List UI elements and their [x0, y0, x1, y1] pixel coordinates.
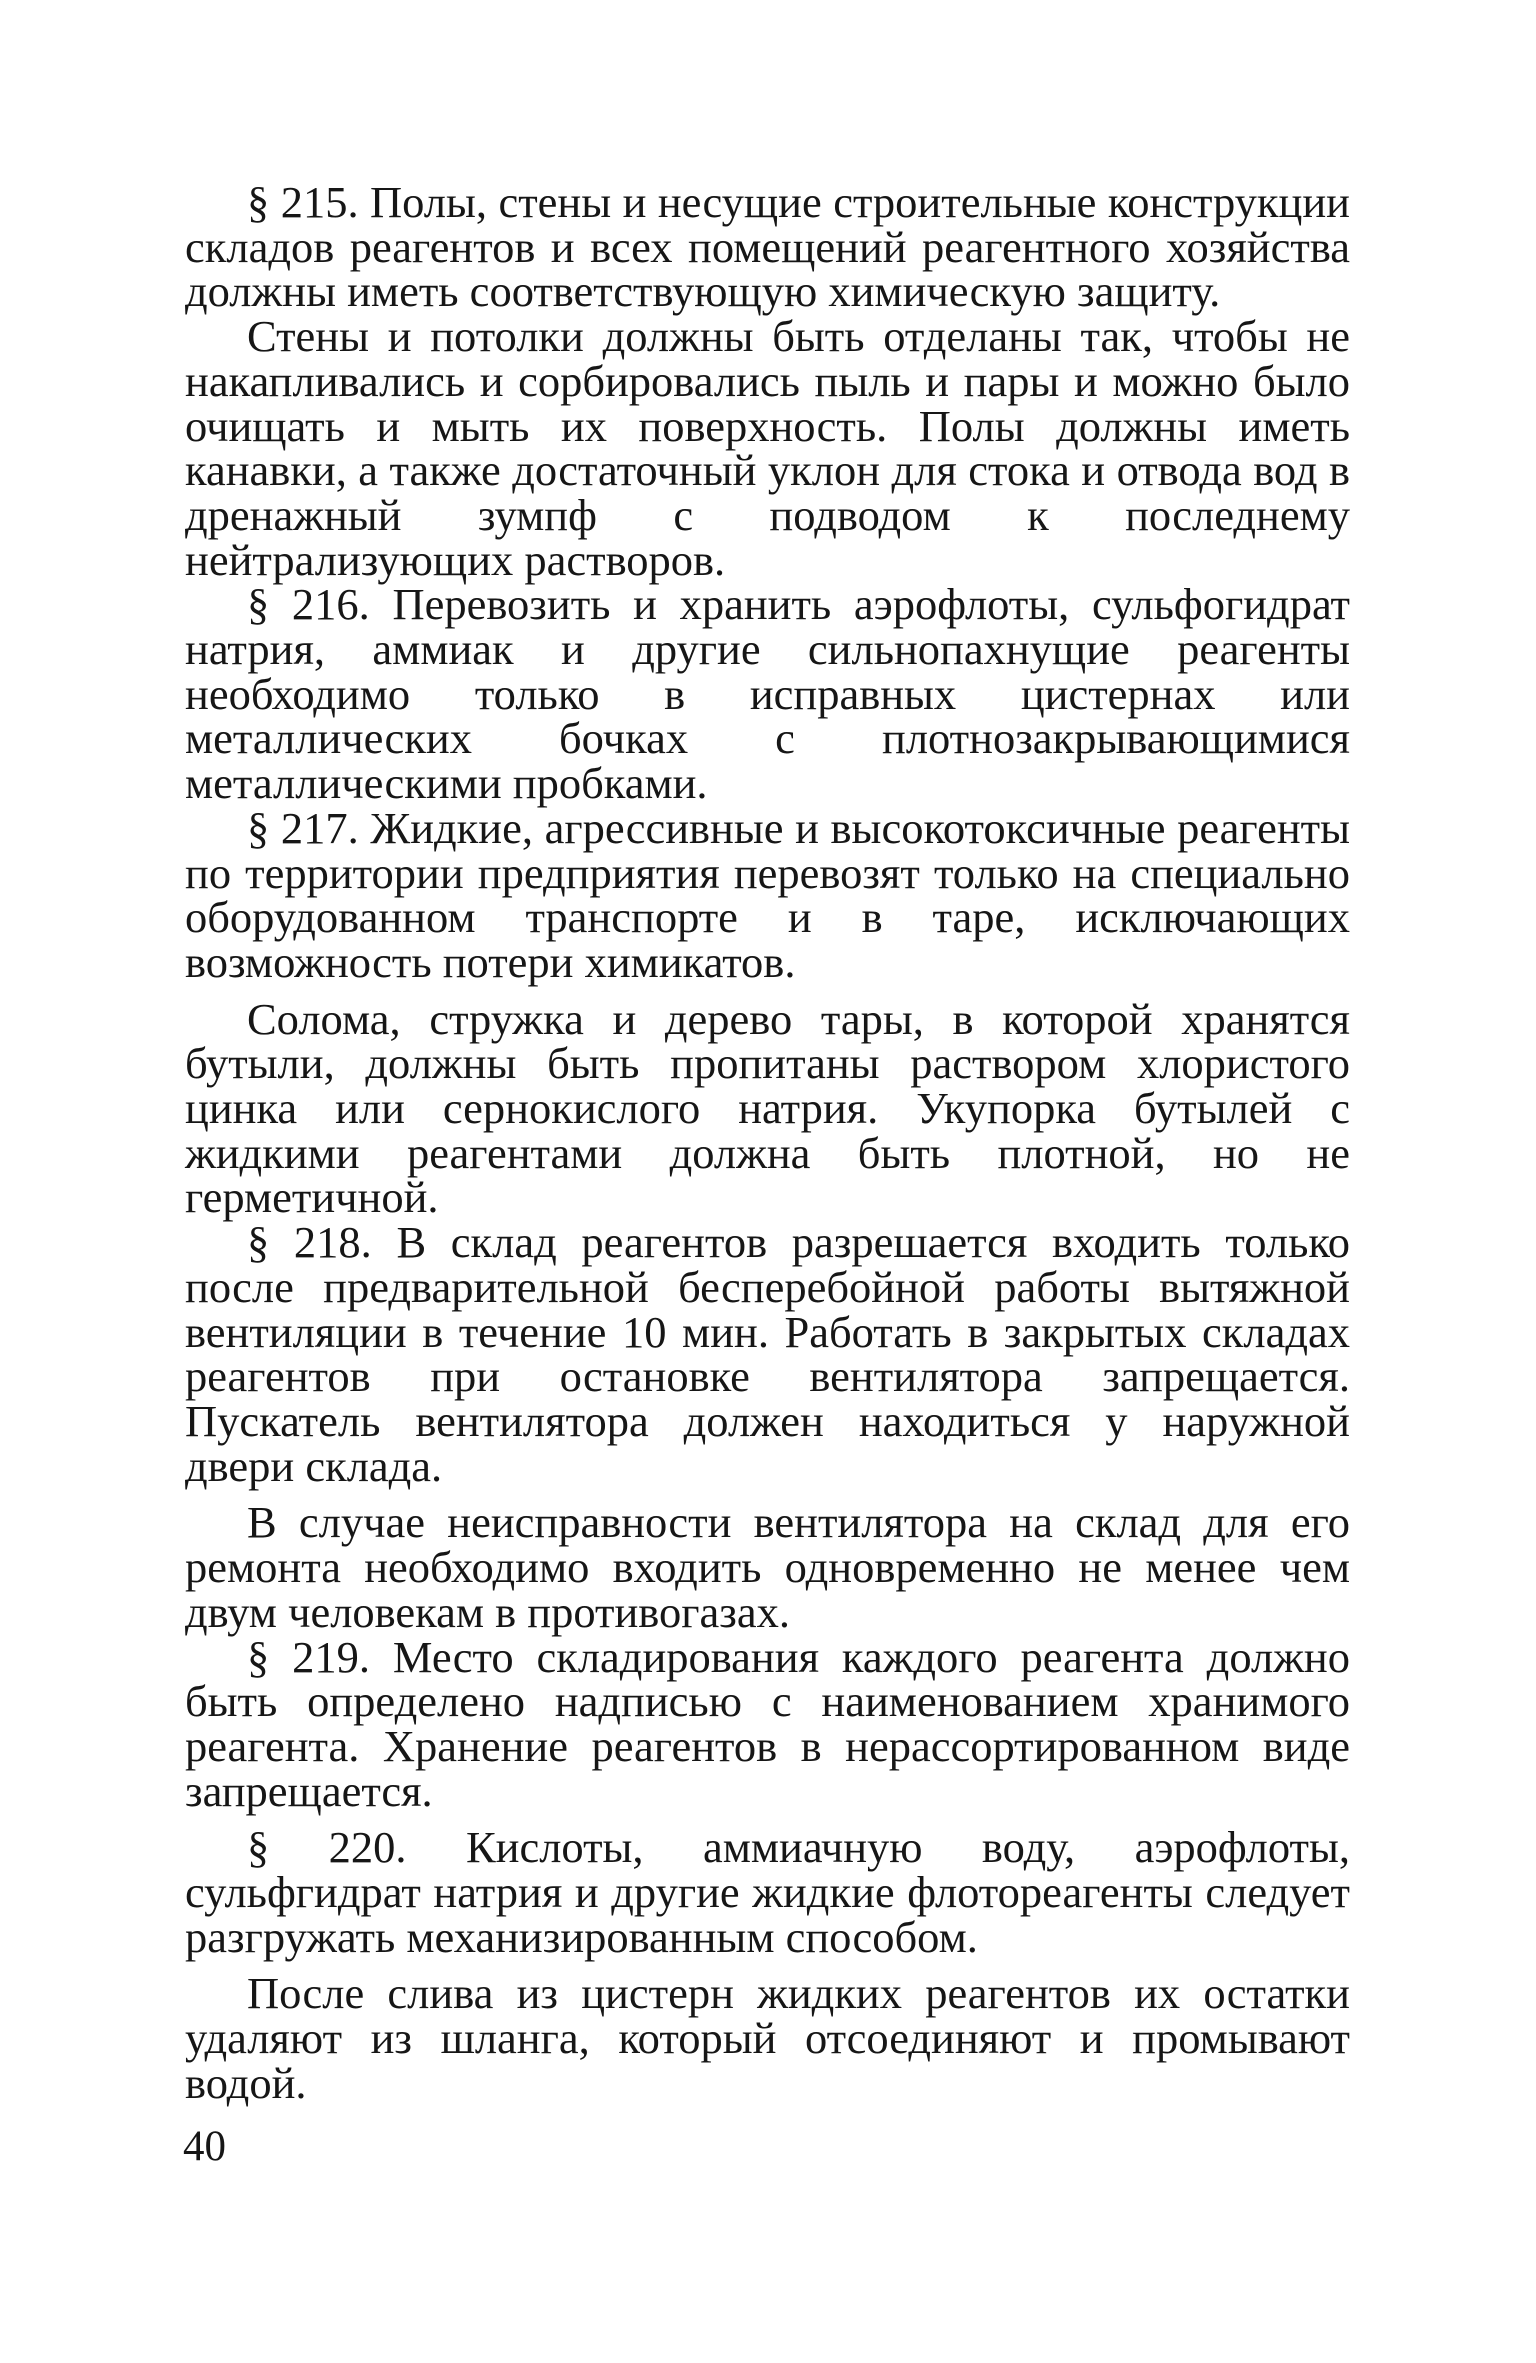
paragraph-220: § 220. Кислоты, аммиачную воду, аэрофлоты, сульфгидрат натрия и другие жидкие флотореагенты следует разгружать механизированным способом.	[185, 1822, 1350, 1962]
paragraph-215: § 215. Полы, стены и несущие строительные конструкции складов реагентов и всех помещений реагентного хозяйства должны иметь соответствующую химическую защиту.	[185, 177, 1350, 317]
paragraph-216: § 216. Перевозить и хранить аэрофлоты, сульфогидрат натрия, аммиак и другие сильнопахнущие реагенты необходимо только в исправных цистернах или металлических бочках с плотнозакрывающимися металлическими пробками.	[185, 579, 1350, 809]
paragraph-217: § 217. Жидкие, агрессивные и высокотоксичные реагенты по территории предприятия перевозят только на специально оборудованном транспорте и в таре, исключающих возможность потери химикатов.	[185, 802, 1350, 987]
paragraph-220-drain: После слива из цистерн жидких реагентов их остатки удаляют из шланга, который отсоединяют и промывают водой.	[185, 1968, 1350, 2108]
paragraph-218-repair: В случае неисправности вентилятора на склад для его ремонта необходимо входить одновременно не менее чем двум человекам в противогазах.	[185, 1497, 1350, 1637]
paragraph-217-straw: Солома, стружка и дерево тары, в которой хранятся бутыли, должны быть пропитаны раствором хлористого цинка или сернокислого натрия. Укупорка бутылей с жидкими реагентами должна быть плотной, но не герметичной.	[185, 993, 1350, 1223]
paragraph-215-walls: Стены и потолки должны быть отделаны так, чтобы не накапливались и сорбировались пыль и пары и можно было очищать и мыть их поверхность. Полы должны иметь канавки, а также достаточный уклон для стока и отвода вод в дренажный зумпф с подводом к последнему нейтрализующих растворов.	[185, 311, 1350, 585]
paragraph-218: § 218. В склад реагентов разрешается входить только после предварительной бесперебойной работы вытяжной вентиляции в течение 10 мин. Работать в закрытых складах реагентов при остановке вентилятора запрещается. Пускатель вентилятора должен находиться у наружной двери склада.	[185, 1217, 1350, 1491]
paragraph-219: § 219. Место складирования каждого реагента должно быть определено надписью с наименованием хранимого реагента. Хранение реагентов в нерассортированном виде запрещается.	[185, 1631, 1350, 1816]
page-number: 40	[183, 2123, 226, 2170]
page-body	[185, 177, 1350, 2108]
